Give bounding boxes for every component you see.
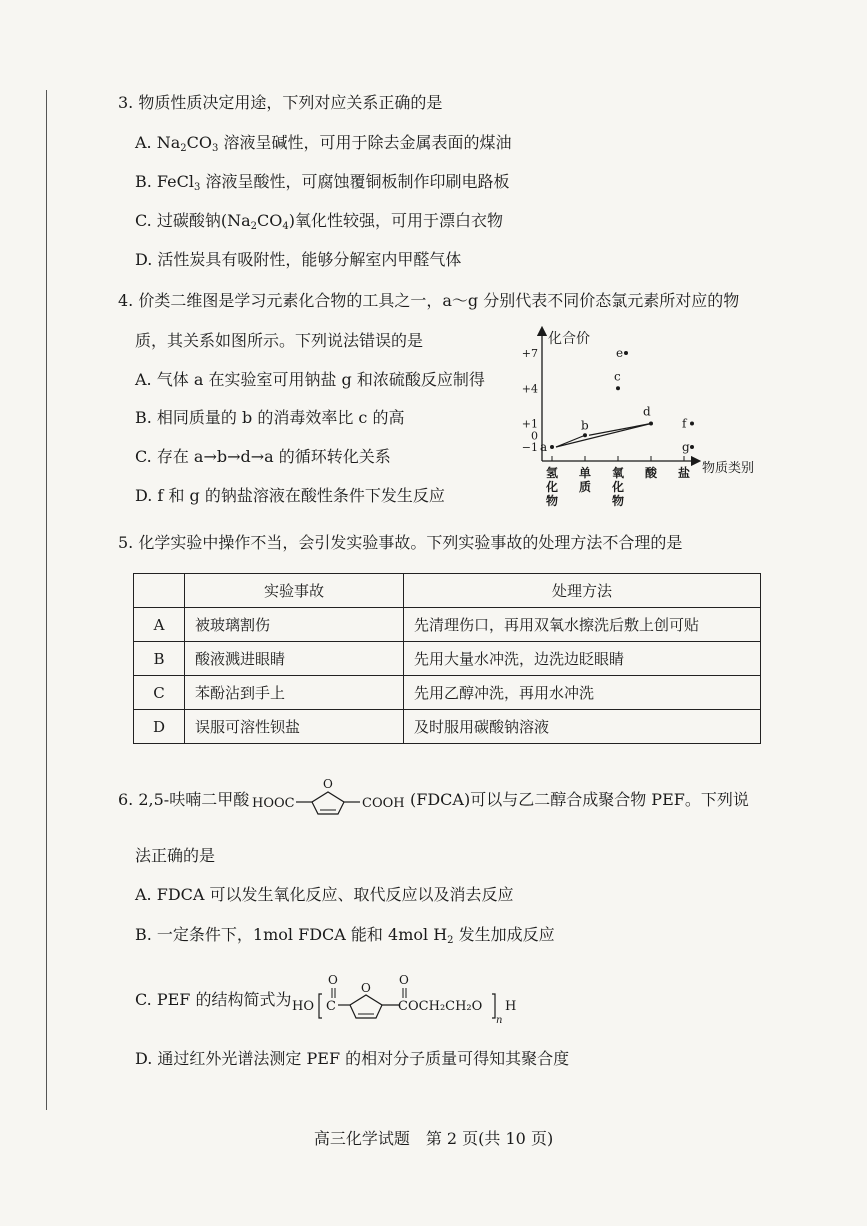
y-axis-label: 化合价 (548, 331, 590, 347)
row-event: 苯酚沾到手上 (185, 676, 404, 710)
x-category-label: 化 (545, 480, 559, 494)
y-tick-label: +4 (521, 382, 538, 396)
point-b (583, 433, 587, 437)
table-row (134, 676, 761, 710)
q5-stem: 5. 化学实验中操作不当，会引发实验事故。下列实验事故的处理方法不合理的是 (118, 533, 683, 552)
pef-tail: OCH₂CH₂O (408, 999, 483, 1014)
row-event: 误服可溶性钡盐 (185, 710, 404, 744)
table-header-row (134, 574, 761, 608)
point-e (624, 351, 628, 355)
point-label-a: a (540, 440, 548, 454)
valence-class-chart (500, 325, 770, 515)
fdca-right-group: COOH (362, 796, 405, 811)
table-row (134, 608, 761, 642)
pef-furan-oxygen: O (361, 981, 371, 995)
y-tick-label: −1 (521, 441, 538, 454)
x-category-label: 物 (611, 494, 625, 508)
x-category-label: 酸 (644, 466, 658, 480)
q4-stem-line1: 4. 价类二维图是学习元素化合物的工具之一，a～g 分别代表不同价态氯元素所对应的物 (118, 291, 740, 310)
row-event: 被玻璃割伤 (185, 608, 404, 642)
point-label-d: d (643, 404, 651, 419)
x-category-label: 质 (578, 480, 592, 494)
pef-n: n (496, 1015, 503, 1026)
x-category-label: 物 (545, 494, 559, 508)
accident-table (133, 573, 761, 744)
pef-carbonyl-c: C (326, 999, 336, 1014)
row-event: 酸液溅进眼睛 (185, 642, 404, 676)
table-header-method: 处理方法 (404, 574, 761, 608)
q4-option-b[interactable]: B. 相同质量的 b 的消毒效率比 c 的高 (135, 408, 405, 427)
q6-option-a[interactable]: A. FDCA 可以发生氧化反应、取代反应以及消去反应 (135, 885, 514, 904)
q4-stem-line2: 质，其关系如图所示。下列说法错误的是 (135, 331, 424, 350)
pef-ho: HO (292, 999, 314, 1014)
q6-option-c[interactable]: C. PEF 的结构简式为 (135, 990, 292, 1009)
binding-margin-line (46, 90, 47, 1110)
point-a (550, 445, 554, 449)
point-f (690, 422, 694, 426)
q3-option-a[interactable]: A. $Na_2CO_3$ 溶液呈碱性，可用于除去金属表面的煤油 (135, 133, 512, 154)
point-d (649, 422, 653, 426)
point-label-b: b (581, 418, 589, 433)
table-header-event: 实验事故 (185, 574, 404, 608)
row-letter: C (134, 676, 185, 710)
q3-option-d[interactable]: D. 活性炭具有吸附性，能够分解室内甲醛气体 (135, 250, 462, 269)
pef-h: H (505, 999, 517, 1014)
x-category-label: 氧 (611, 466, 625, 480)
q3-option-c[interactable]: C. 过碳酸钠$(Na_2CO_4)$氧化性较强，可用于漂白衣物 (135, 211, 503, 232)
chart-line-a-d (556, 424, 651, 448)
pef-carbonyl-o-right: O (399, 973, 409, 987)
point-label-c: c (614, 369, 621, 384)
row-method: 及时服用碳酸钠溶液 (404, 710, 761, 744)
page-footer: 高三化学试题 第 2 页(共 10 页) (313, 1129, 554, 1148)
row-method: 先用乙醇冲洗，再用水冲洗 (404, 676, 761, 710)
q3-stem: 3. 物质性质决定用途，下列对应关系正确的是 (118, 93, 443, 112)
x-category-label: 单 (578, 466, 592, 480)
point-c (616, 386, 620, 390)
pef-carbonyl-o-left: O (328, 973, 338, 987)
q4-option-d[interactable]: D. f 和 g 的钠盐溶液在酸性条件下发生反应 (135, 486, 445, 505)
q4-option-c[interactable]: C. 存在 a→b→d→a 的循环转化关系 (135, 447, 391, 466)
row-letter: A (134, 608, 185, 642)
point-label-e: e (616, 346, 624, 360)
q6-option-b[interactable]: B. 一定条件下，1mol FDCA 能和 4mol $H_2$ 发生加成反应 (135, 925, 555, 946)
x-axis-label: 物质类别 (702, 461, 755, 476)
y-tick-label: +1 (521, 417, 538, 431)
point-label-g: g (682, 440, 690, 454)
table-row (134, 642, 761, 676)
fdca-left-group: HOOC (252, 796, 295, 811)
x-category-label: 氢 (545, 466, 559, 480)
q6-stem-pre: 6. 2,5-呋喃二甲酸 (118, 790, 250, 809)
point-g (690, 445, 694, 449)
x-category-label: 盐 (677, 466, 691, 480)
table-header-blank (134, 574, 185, 608)
q6-stem-post: (FDCA)可以与乙二醇合成聚合物 PEF。下列说 (410, 790, 749, 809)
x-category-label: 化 (611, 480, 625, 494)
fdca-structure (252, 772, 412, 822)
row-method: 先用大量水冲洗，边洗边眨眼睛 (404, 642, 761, 676)
q6-stem-line2: 法正确的是 (135, 846, 216, 865)
y-tick-label: +7 (521, 347, 538, 360)
q6-option-d[interactable]: D. 通过红外光谱法测定 PEF 的相对分子质量可得知其聚合度 (135, 1049, 570, 1068)
row-letter: D (134, 710, 185, 744)
table-row (134, 710, 761, 744)
q3-option-b[interactable]: B. FeCl$_3$ 溶液呈酸性，可腐蚀覆铜板制作印刷电路板 (135, 172, 510, 193)
y-tick-label: 0 (531, 429, 538, 443)
point-label-f: f (682, 416, 687, 431)
pef-structure (292, 968, 522, 1026)
furan-oxygen: O (323, 777, 333, 791)
row-letter: B (134, 642, 185, 676)
pef-ester-c: C (398, 999, 408, 1014)
q4-option-a[interactable]: A. 气体 a 在实验室可用钠盐 g 和浓硫酸反应制得 (135, 370, 485, 389)
row-method: 先清理伤口，再用双氧水擦洗后敷上创可贴 (404, 608, 761, 642)
